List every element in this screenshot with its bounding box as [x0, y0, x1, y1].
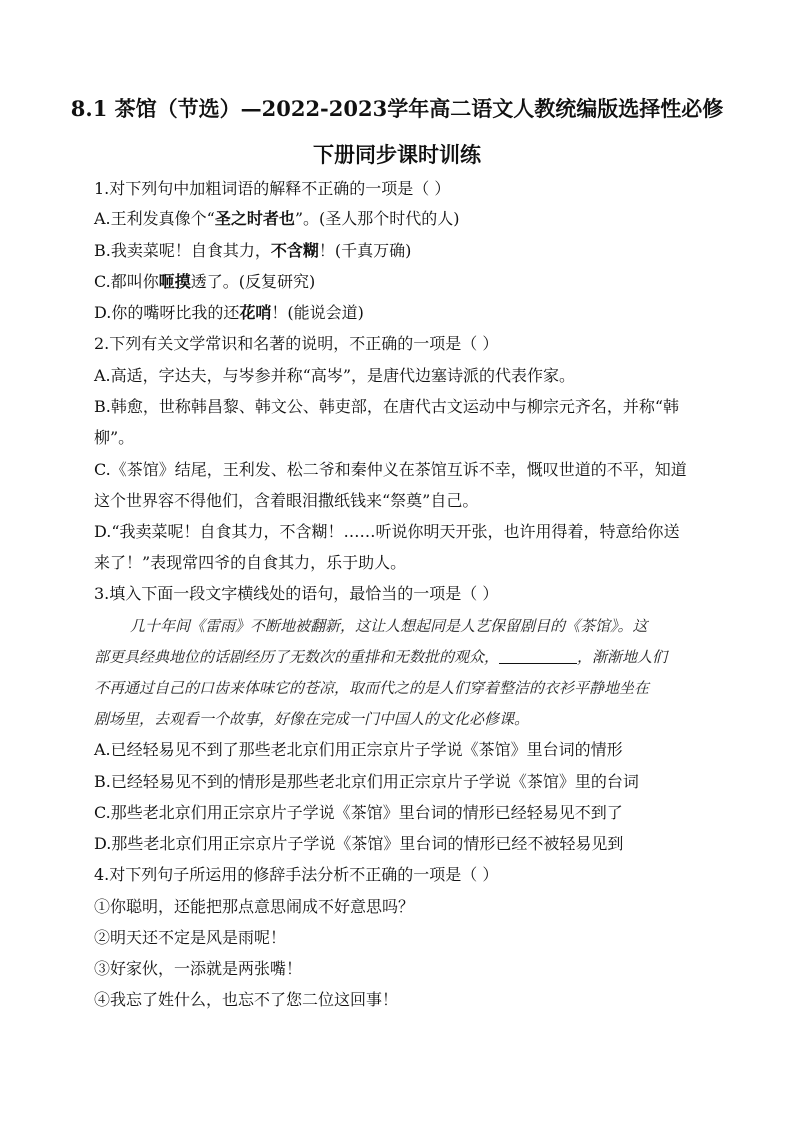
q4-sentence-1: ①你聪明，还能把那点意思闹成不好意思吗？ [94, 897, 415, 916]
q1-option-d: D.你的嘴呀比我的还花哨！(能说会道) [94, 303, 364, 322]
document-title-line2: 下册同步课时训练 [313, 142, 481, 167]
q2-option-a: A.高适，字达夫，与岑参并称“高岑”，是唐代边塞诗派的代表作家。 [94, 366, 576, 385]
q3-passage-line1: 几十年间《雷雨》不断地被翻新，这让人想起同是人艺保留剧目的《茶馆》。这 [130, 617, 648, 635]
q2-option-d-line1: D.“我卖菜呢！自食其力，不含糊！……听说你明天开张，也许用得着，特意给你送 [94, 522, 680, 541]
q4-sentence-4: ④我忘了姓什么，也忘不了您二位这回事！ [94, 990, 399, 1009]
q2-option-b-line1: B.韩愈，世称韩昌黎、韩文公、韩吏部，在唐代古文运动中与柳宗元齐名，并称“韩 [94, 397, 680, 416]
q3-option-b: B.已经轻易见不到的情形是那些老北京们用正宗京片子学说《茶馆》里的台词 [94, 772, 639, 791]
q2-stem: 2.下列有关文学常识和名著的说明，不正确的一项是（ ） [94, 334, 499, 353]
q3-passage-line2: 部更具经典地位的话剧经历了无数次的重排和无数批的观众， ，渐渐地人们 [94, 648, 668, 666]
q1-option-a: A.王利发真像个“圣之时者也”。(圣人那个时代的人) [94, 209, 460, 228]
fill-in-blank [499, 649, 577, 664]
q4-sentence-2: ②明天还不定是风是雨呢！ [94, 928, 287, 947]
q1-option-c: C.都叫你咂摸透了。(反复研究) [94, 272, 316, 291]
q3-option-c: C.那些老北京们用正宗京片子学说《茶馆》里台词的情形已经轻易见不到了 [94, 803, 623, 822]
q4-sentence-3: ③好家伙，一添就是两张嘴！ [94, 959, 303, 978]
q1-stem: 1.对下列句中加粗词语的解释不正确的一项是（ ） [94, 179, 451, 198]
q3-stem: 3.填入下面一段文字横线处的语句，最恰当的一项是（ ） [94, 584, 499, 603]
q3-passage-line4: 剧场里，去观看一个故事，好像在完成一门中国人的文化必修课。 [94, 710, 530, 728]
q2-option-c-line1: C.《茶馆》结尾，王利发、松二爷和秦仲义在茶馆互诉不幸，慨叹世道的不平，知道 [94, 460, 687, 479]
q3-passage-line3: 不再通过自己的口齿来体味它的苍凉，取而代之的是人们穿着整洁的衣衫平静地坐在 [94, 679, 650, 697]
q3-option-a: A.已经轻易见不到了那些老北京们用正宗京片子学说《茶馆》里台词的情形 [94, 740, 623, 759]
q2-option-d-line2: 来了！”表现常四爷的自食其力，乐于助人。 [94, 553, 407, 572]
q4-stem: 4.对下列句子所运用的修辞手法分析不正确的一项是（ ） [94, 865, 499, 884]
q3-option-d: D.那些老北京们用正宗京片子学说《茶馆》里台词的情形已经不被轻易见到 [94, 834, 624, 853]
document-title-line1: 8.1 茶馆（节选）—2022-2023学年高二语文人教统编版选择性必修 [70, 96, 724, 121]
q2-option-c-line2: 这个世界容不得他们，含着眼泪撒纸钱来“祭奠”自己。 [94, 491, 479, 510]
q1-option-b: B.我卖菜呢！自食其力，不含糊！(千真万确) [94, 241, 412, 260]
q2-option-b-line2: 柳”。 [94, 428, 135, 447]
